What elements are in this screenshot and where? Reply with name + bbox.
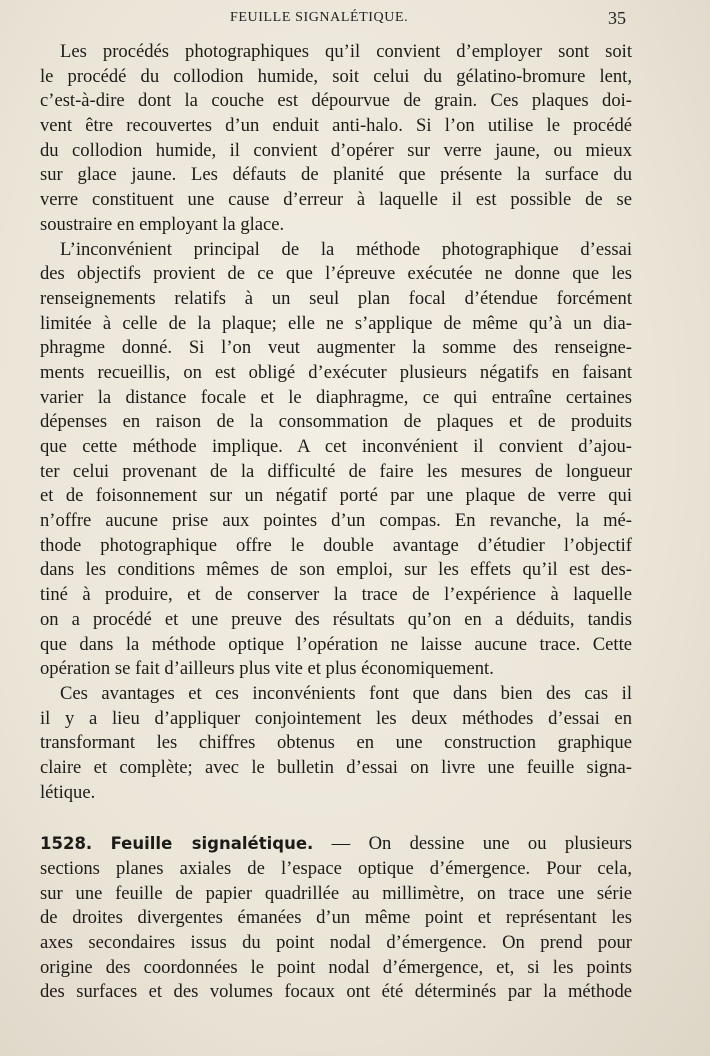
section-number: 1528. (40, 834, 93, 854)
text-line: des surfaces et des volumes focaux ont été déterminés par la méthode (40, 981, 632, 1003)
text-line: Ces avantages et ces inconvénients font que dans bien des cas il (60, 682, 632, 704)
text-line: vent être recouvertes d’un enduit anti-halo. Si l’on utilise le procédé (40, 115, 632, 137)
text-line: sections planes axiales de l’espace optique d’émergence. Pour cela, (40, 858, 632, 879)
text-line: axes secondaires issus du point nodal d’émergence. On prend pour (40, 932, 632, 954)
text-line: L’inconvénient principal de la méthode photographique d’essai (60, 238, 632, 260)
running-head (0, 10, 710, 30)
text-line: opération se fait d’ailleurs plus vite et plus économiquement. (40, 658, 494, 680)
section-1528 (40, 832, 632, 1005)
text-line: n’offre aucune prise aux pointes d’un compas. En revanche, la mé- (40, 510, 632, 532)
text-line: tiné à produire, et de conserver la trace de l’expérience à laquelle (40, 584, 632, 606)
paragraphs (40, 40, 632, 805)
text-line: du collodion humide, il convient d’opérer sur verre jaune, ou mieux (40, 139, 632, 161)
text-line: et de foisonnement sur un négatif porté par une plaque de verre qui (40, 485, 632, 507)
text-line: claire et complète; avec le bulletin d’essai on livre une feuille signa- (40, 756, 632, 778)
section-heading-line (40, 832, 632, 857)
section-lines (40, 857, 632, 1005)
paragraph (40, 238, 632, 682)
text-line: c’est-à-dire dont la couche est dépourvue de grain. Ces plaques doi- (40, 90, 632, 112)
section-lead-text: — On dessine une ou plusieurs (313, 833, 632, 855)
text-line: renseignements relatifs à un seul plan focal d’étendue forcément (40, 287, 632, 309)
text-line: le procédé du collodion humide, soit celui du gélatino-bromure lent, (40, 65, 632, 87)
text-line: dans les conditions mêmes de son emploi, sur les effets qu’il est des- (40, 559, 632, 581)
text-line: ter celui provenant de la difficulté de faire les mesures de longueur (40, 460, 632, 482)
text-line: thode photographique offre le double avantage d’étudier l’objectif (40, 534, 632, 556)
text-line: que cette méthode implique. A cet inconvénient il convient d’ajou- (40, 436, 632, 457)
section-title: Feuille signalétique. (110, 834, 314, 854)
text-line: limitée à celle de la plaque; elle ne s’applique de même qu’à un dia- (40, 312, 632, 334)
text-line: des objectifs provient de ce que l’épreuve exécutée ne donne que les (40, 263, 632, 285)
text-line: verre constituent une cause d’erreur à laquelle il est possible de se (40, 189, 632, 211)
text-line: il y a lieu d’appliquer conjointement les deux méthodes d’essai en (40, 707, 632, 729)
text-line: sur glace jaune. Les défauts de planité que présente la surface du (40, 164, 632, 186)
text-line: soustraire en employant la glace. (40, 213, 285, 235)
page-number: 35 (608, 8, 626, 28)
text-line: dépenses en raison de la consommation de plaques et de produits (40, 411, 632, 433)
text-line: varier la distance focale et le diaphragme, ce qui entraîne certaines (40, 386, 632, 408)
text-line: phragme donné. Si l’on veut augmenter la somme des renseigne- (40, 337, 632, 359)
text-line: que dans la méthode optique l’opération ne laisse aucune trace. Cette (40, 633, 632, 655)
paragraph (40, 682, 632, 805)
text-line: ments recueillis, on est obligé d’exécuter plusieurs négatifs en faisant (40, 361, 632, 383)
text-line: sur une feuille de papier quadrillée au millimètre, on trace une série (40, 882, 632, 904)
text-line: Les procédés photographiques qu’il convient d’employer sont soit (60, 41, 632, 62)
running-title: FEUILLE SIGNALÉTIQUE. (230, 10, 409, 25)
text-line: transformant les chiffres obtenus en une construction graphique (40, 732, 632, 754)
paragraph (40, 40, 632, 238)
section-gap (40, 805, 632, 832)
text-line: on a procédé et une preuve des résultats qu’on en a déduits, tandis (40, 608, 632, 630)
text-line: de droites divergentes émanées d’un même point et représentant les (40, 907, 632, 929)
text-line: origine des coordonnées le point nodal d’émergence, et, si les points (40, 956, 632, 978)
body-text (40, 40, 632, 1005)
text-line: létique. (40, 781, 96, 803)
